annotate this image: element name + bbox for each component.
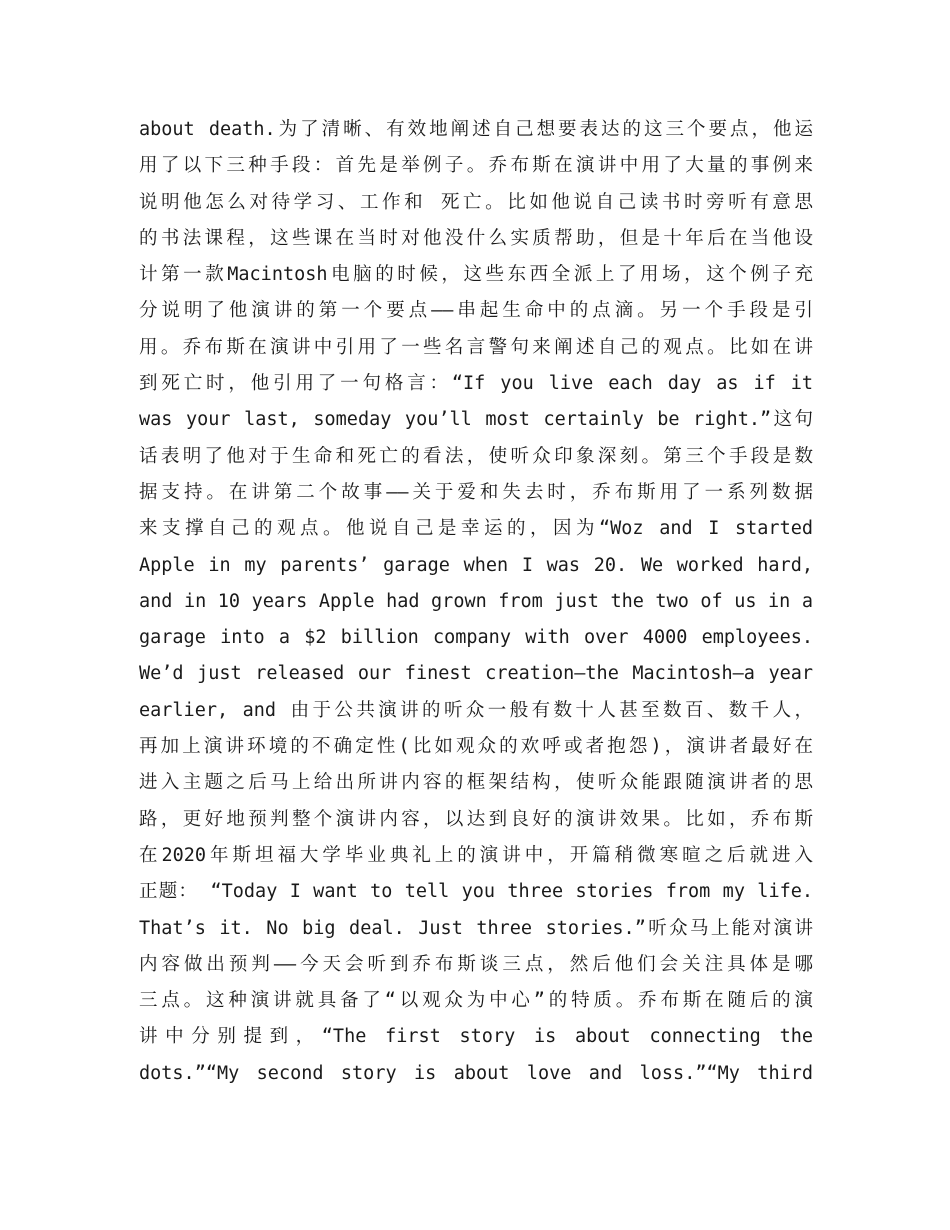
text-line: 话表明了他对于生命和死亡的看法，使听众印象深刻。第三个手段是数 (139, 445, 813, 467)
text-line: 用。乔布斯在演讲中引用了一些名言警句来阐述自己的观点。比如在讲 (139, 336, 813, 358)
text-line: 路，更好地预判整个演讲内容，以达到良好的演讲效果。比如，乔布斯 (139, 808, 813, 830)
text-line: 据支持。在讲第二个故事——关于爱和失去时，乔布斯用了一系列数据 (139, 481, 813, 503)
text-line: 的书法课程，这些课在当时对他没什么实质帮助，但是十年后在当他设 (139, 227, 813, 249)
text-line: 计第一款Macintosh电脑的时候，这些东西全派上了用场，这个例子充 (139, 264, 813, 286)
text-line: dots.”“My second story is about love and loss.”“My third (139, 1062, 813, 1084)
text-line: 来支撑自己的观点。他说自己是幸运的，因为“Woz and I started (139, 518, 813, 540)
text-line: 讲中分别提到，“The first story is about connecting the (139, 1026, 813, 1048)
text-line: earlier, and 由于公共演讲的听众一般有数十人甚至数百、数千人， (139, 699, 813, 721)
text-line: about death.为了清晰、有效地阐述自己想要表达的这三个要点，他运 (139, 119, 813, 140)
text-line: and in 10 years Apple had grown from just the two of us in a (139, 590, 813, 612)
body-paragraph (139, 112, 813, 1092)
text-line: garage into a $2 billion company with over 4000 employees. (139, 627, 813, 649)
text-line: 正题： “Today I want to tell you three stories from my life. (139, 881, 813, 903)
text-line: 分说明了他演讲的第一个要点——串起生命中的点滴。另一个手段是引 (139, 300, 813, 322)
text-line: We’d just released our finest creation—the Macintosh—a year (139, 663, 813, 685)
text-line: 三点。这种演讲就具备了“以观众为中心”的特质。乔布斯在随后的演 (139, 990, 813, 1012)
text-line: was your last, someday you’ll most certainly be right.”这句 (139, 409, 813, 431)
text-line: 再加上演讲环境的不确定性(比如观众的欢呼或者抱怨)，演讲者最好在 (139, 736, 813, 758)
text-line: 进入主题之后马上给出所讲内容的框架结构，使听众能跟随演讲者的思 (139, 772, 813, 794)
text-line: 在2020年斯坦福大学毕业典礼上的演讲中，开篇稍微寒暄之后就进入 (139, 844, 813, 866)
text-line: 用了以下三种手段：首先是举例子。乔布斯在演讲中用了大量的事例来 (139, 155, 813, 177)
text-line: 说明他怎么对待学习、工作和 死亡。比如他说自己读书时旁听有意思 (139, 191, 813, 213)
text-line: 到死亡时，他引用了一句格言：“If you live each day as if it (139, 373, 813, 395)
text-line: Apple in my parents’ garage when I was 20. We worked hard, (139, 554, 813, 576)
text-line: That’s it. No big deal. Just three stories.”听众马上能对演讲 (139, 917, 813, 939)
text-line: 内容做出预判——今天会听到乔布斯谈三点，然后他们会关注具体是哪 (139, 953, 813, 975)
